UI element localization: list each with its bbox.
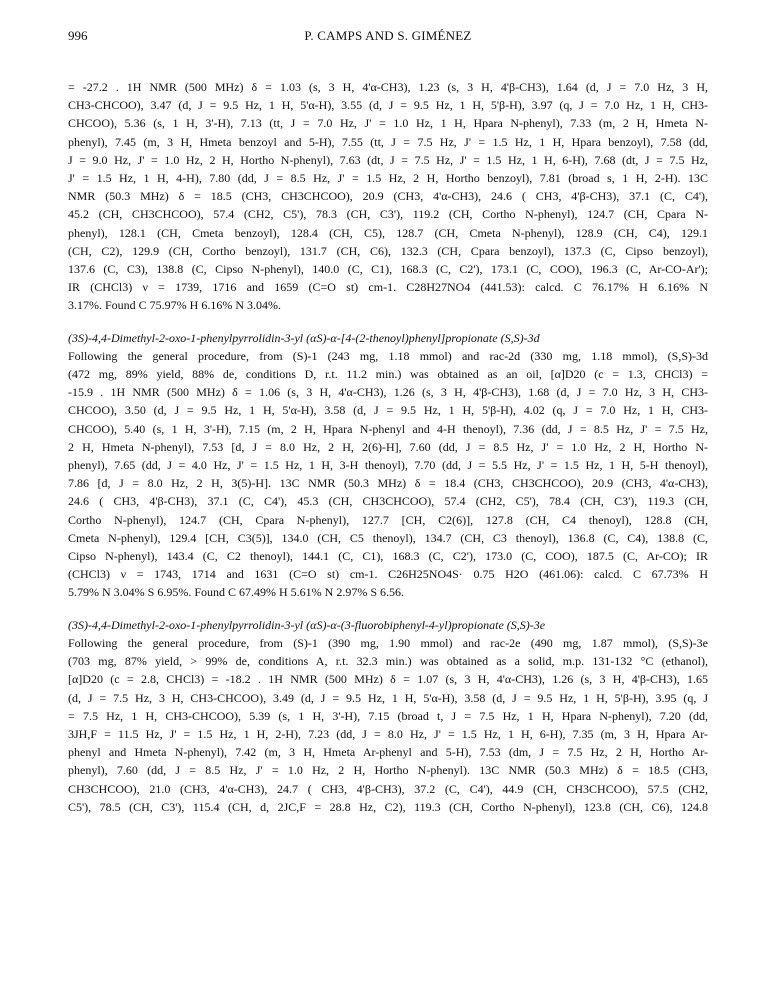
text-line: C5'), 78.5 (CH, C3'), 115.4 (CH, d, 2JC,F = 28.8 Hz, C2), 119.3 (CH, Cortho N-phenyl), 123.8 (CH, C6), 124.8 (68, 799, 708, 814)
text-line: IR (CHCl3) ν = 1739, 1716 and 1659 (C=O st) cm-1. C28H27NO4 (441.53): calcd. C 76.17% H 6.16% N (68, 280, 708, 295)
paragraph-3d (68, 347, 708, 602)
text-line: (CH, C2), 129.9 (CH, Cortho benzoyl), 131.7 (CH, C6), 132.3 (CH, Cpara benzoyl), 137.3 (C, Cipso benzoyl), (68, 243, 708, 258)
text-line: (d, J = 7.5 Hz, 3 H, CH3-CHCOO), 3.49 (d, J = 9.5 Hz, 1 H, 5'α-H), 3.58 (d, J = 9.5 Hz, 1 H, 5'β-H), 3.95 (q, J (68, 690, 708, 705)
journal-page (68, 0, 708, 1008)
text-line: (CHCl3) ν = 1743, 1714 and 1631 (C=O st) cm-1. C26H25NO4S· 0.75 H2O (461.06): calcd. C 67.73% H (68, 567, 708, 582)
text-line: Following the general procedure, from (S)-1 (390 mg, 1.90 mmol) and rac-2e (490 mg, 1.87 mmol), (S,S)-3e (68, 635, 708, 650)
paragraph-3e (68, 634, 708, 816)
text-line: 3.17%. Found C 75.97% H 6.16% N 3.04%. (68, 298, 281, 313)
text-line: 3JH,F = 11.5 Hz, J' = 1.5 Hz, 1 H, 2-H), 7.23 (dd, J = 8.0 Hz, J' = 1.5 Hz, 1 H, 6-H), 7.35 (m, 3 H, Hpara Ar- (68, 726, 708, 741)
text-line: 5.79% N 3.04% S 6.95%. Found C 67.49% H 5.61% N 2.97% S 6.56. (68, 585, 404, 600)
text-line: NMR (50.3 MHz) δ = 18.5 (CH3, CH3CHCOO), 20.9 (CH3, 4'α-CH3), 24.6 ( CH3, 4'β-CH3), 37.1 (C, C4'), (68, 189, 708, 204)
running-head (68, 28, 708, 48)
text-line: 137.6 (C, C3), 138.8 (C, Cipso N-phenyl), 140.0 (C, C1), 168.3 (C, C2'), 173.1 (C, COO), 196.3 (C, Ar-CO-Ar'); (68, 262, 708, 277)
compound-heading-3e: (3S)-4,4-Dimethyl-2-oxo-1-phenylpyrrolidin-3-yl (αS)-α-(3-fluorobiphenyl-4-yl)propionate (S,S)-3e (68, 617, 546, 632)
text-line: phenyl), 7.45 (m, 3 H, Hmeta benzoyl and 5-H), 7.55 (tt, J = 7.5 Hz, J' = 1.5 Hz, 1 H, Hpara benzoyl), 7.58 (dd, (68, 134, 708, 149)
compound-heading-3d: (3S)-4,4-Dimethyl-2-oxo-1-phenylpyrrolidin-3-yl (αS)-α-[4-(2-thenoyl)phenyl]propionate (S,S)-3d (68, 330, 540, 345)
text-line: Cipso N-phenyl), 143.4 (C, C2 thenoyl), 144.1 (C, C1), 168.3 (C, C2'), 173.0 (C, COO), 187.5 (C, Ar-CO); IR (68, 549, 708, 564)
text-line: = -27.2 . 1H NMR (500 MHz) δ = 1.03 (s, 3 H, 4'α-CH3), 1.23 (s, 3 H, 4'β-CH3), 1.64 (d, J = 7.0 Hz, 3 H, (68, 80, 708, 94)
text-line: phenyl), 128.1 (CH, Cmeta benzoyl), 128.4 (CH, C5), 128.7 (CH, Cmeta N-phenyl), 128.9 (CH, C4), 129.1 (68, 225, 708, 240)
text-line: Cortho N-phenyl), 124.7 (CH, Cpara N-phenyl), 127.7 [CH, C2(6)], 127.8 (CH, C4 thenoyl), 128.8 (CH, (68, 512, 708, 527)
text-line: phenyl and Hmeta N-phenyl), 7.42 (m, 3 H, Hmeta Ar-phenyl and 5-H), 7.53 (dm, J = 7.5 Hz, 2 H, Hortho Ar- (68, 745, 708, 760)
text-line: CH3-CHCOO), 3.47 (d, J = 9.5 Hz, 1 H, 5'α-H), 3.55 (d, J = 9.5 Hz, 1 H, 5'β-H), 3.97 (q, J = 7.0 Hz, 1 H, CH3- (68, 98, 708, 113)
text-line: = 7.5 Hz, 1 H, CH3-CHCOO), 5.39 (s, 1 H, 3'-H), 7.15 (broad t, J = 7.5 Hz, 1 H, Hpara N-phenyl), 7.20 (dd, (68, 708, 708, 723)
text-line: (703 mg, 87% yield, > 99% de, conditions A, r.t. 32.3 min.) was obtained as a solid, m.p. 131-132 °C (ethanol), (68, 654, 708, 669)
paragraph-3c-data (68, 78, 708, 315)
page-number: 996 (68, 28, 88, 43)
text-line: [α]D20 (c = 2.8, CHCl3) = -18.2 . 1H NMR (500 MHz) δ = 1.07 (s, 3 H, 4'α-CH3), 1.26 (s, 3 H, 4'β-CH3), 1.65 (68, 672, 708, 687)
text-line: CHCOO), 3.50 (d, J = 9.5 Hz, 1 H, 5'α-H), 3.58 (d, J = 9.5 Hz, 1 H, 5'β-H), 4.02 (q, J = 7.0 Hz, 1 H, CH3- (68, 403, 708, 418)
text-line: J = 9.0 Hz, J' = 1.0 Hz, 2 H, Hortho N-phenyl), 7.63 (dt, J = 7.5 Hz, J' = 1.5 Hz, 1 H, 6-H), 7.68 (dt, J = 7.5 Hz, (68, 152, 708, 167)
text-line: Cmeta N-phenyl), 129.4 [CH, C3(5)], 134.0 (CH, C5 thenoyl), 134.7 (CH, C3 thenoyl), 136.8 (C, C4), 138.8 (C, (68, 530, 708, 545)
text-line: 45.2 (CH, CH3CHCOO), 57.4 (CH2, C5'), 78.3 (CH, C3'), 119.2 (CH, Cortho N-phenyl), 124.7 (CH, Cpara N- (68, 207, 708, 222)
text-line: phenyl), 7.65 (dd, J = 4.0 Hz, J' = 1.5 Hz, 1 H, 3-H thenoyl), 7.70 (dd, J = 5.5 Hz, J' = 1.5 Hz, 1 H, 5-H thenoyl), (68, 458, 708, 473)
text-line: 24.6 ( CH3, 4'β-CH3), 37.1 (C, C4'), 45.3 (CH, CH3CHCOO), 57.4 (CH2, C5'), 78.4 (CH, C3'), 119.3 (CH, (68, 494, 708, 509)
running-head-authors: P. CAMPS AND S. GIMÉNEZ (304, 28, 472, 43)
text-line: phenyl), 7.60 (dd, J = 8.5 Hz, J' = 1.0 Hz, 2 H, Hortho N-phenyl). 13C NMR (50.3 MHz) δ = 18.5 (CH3, (68, 763, 708, 778)
text-line: CH3CHCOO), 21.0 (CH3, 4'α-CH3), 24.7 ( CH3, 4'β-CH3), 37.2 (C, C4'), 44.9 (CH, CH3CHCOO), 57.5 (CH2, (68, 781, 708, 796)
text-line: CHCOO), 5.36 (s, 1 H, 3'-H), 7.13 (tt, J = 7.0 Hz, J' = 1.0 Hz, 1 H, Hpara N-phenyl), 7.33 (m, 2 H, Hmeta N- (68, 116, 708, 131)
text-line: 2 H, Hmeta N-phenyl), 7.53 [d, J = 8.0 Hz, 2 H, 2(6)-H], 7.60 (dd, J = 8.5 Hz, J' = 1.0 Hz, 2 H, Hortho N- (68, 439, 708, 454)
text-line: 7.86 [d, J = 8.0 Hz, 2 H, 3(5)-H]. 13C NMR (50.3 MHz) δ = 18.4 (CH3, CH3CHCOO), 20.9 (CH3, 4'α-CH3), (68, 476, 708, 491)
text-line: CHCOO), 5.40 (s, 1 H, 3'-H), 7.15 (m, 2 H, Hpara N-phenyl and 4-H thenoyl), 7.36 (dd, J = 8.5 Hz, J' = 7.5 Hz, (68, 421, 708, 436)
text-line: Following the general procedure, from (S)-1 (243 mg, 1.18 mmol) and rac-2d (330 mg, 1.18 mmol), (S,S)-3d (68, 348, 708, 363)
article-body (68, 78, 708, 816)
text-line: -15.9 . 1H NMR (500 MHz) δ = 1.06 (s, 3 H, 4'α-CH3), 1.26 (s, 3 H, 4'β-CH3), 1.68 (d, J = 7.0 Hz, 3 H, CH3- (68, 385, 708, 400)
text-line: (472 mg, 89% yield, 88% de, conditions D, r.t. 11.2 min.) was obtained as an oil, [α]D20 (c = 1.3, CHCl3) = (68, 367, 708, 382)
text-line: J' = 1.5 Hz, 1 H, 4-H), 7.80 (dd, J = 8.5 Hz, J' = 1.5 Hz, 2 H, Hortho benzoyl), 7.81 (broad s, 1 H, 2-H). 13C (68, 171, 708, 186)
